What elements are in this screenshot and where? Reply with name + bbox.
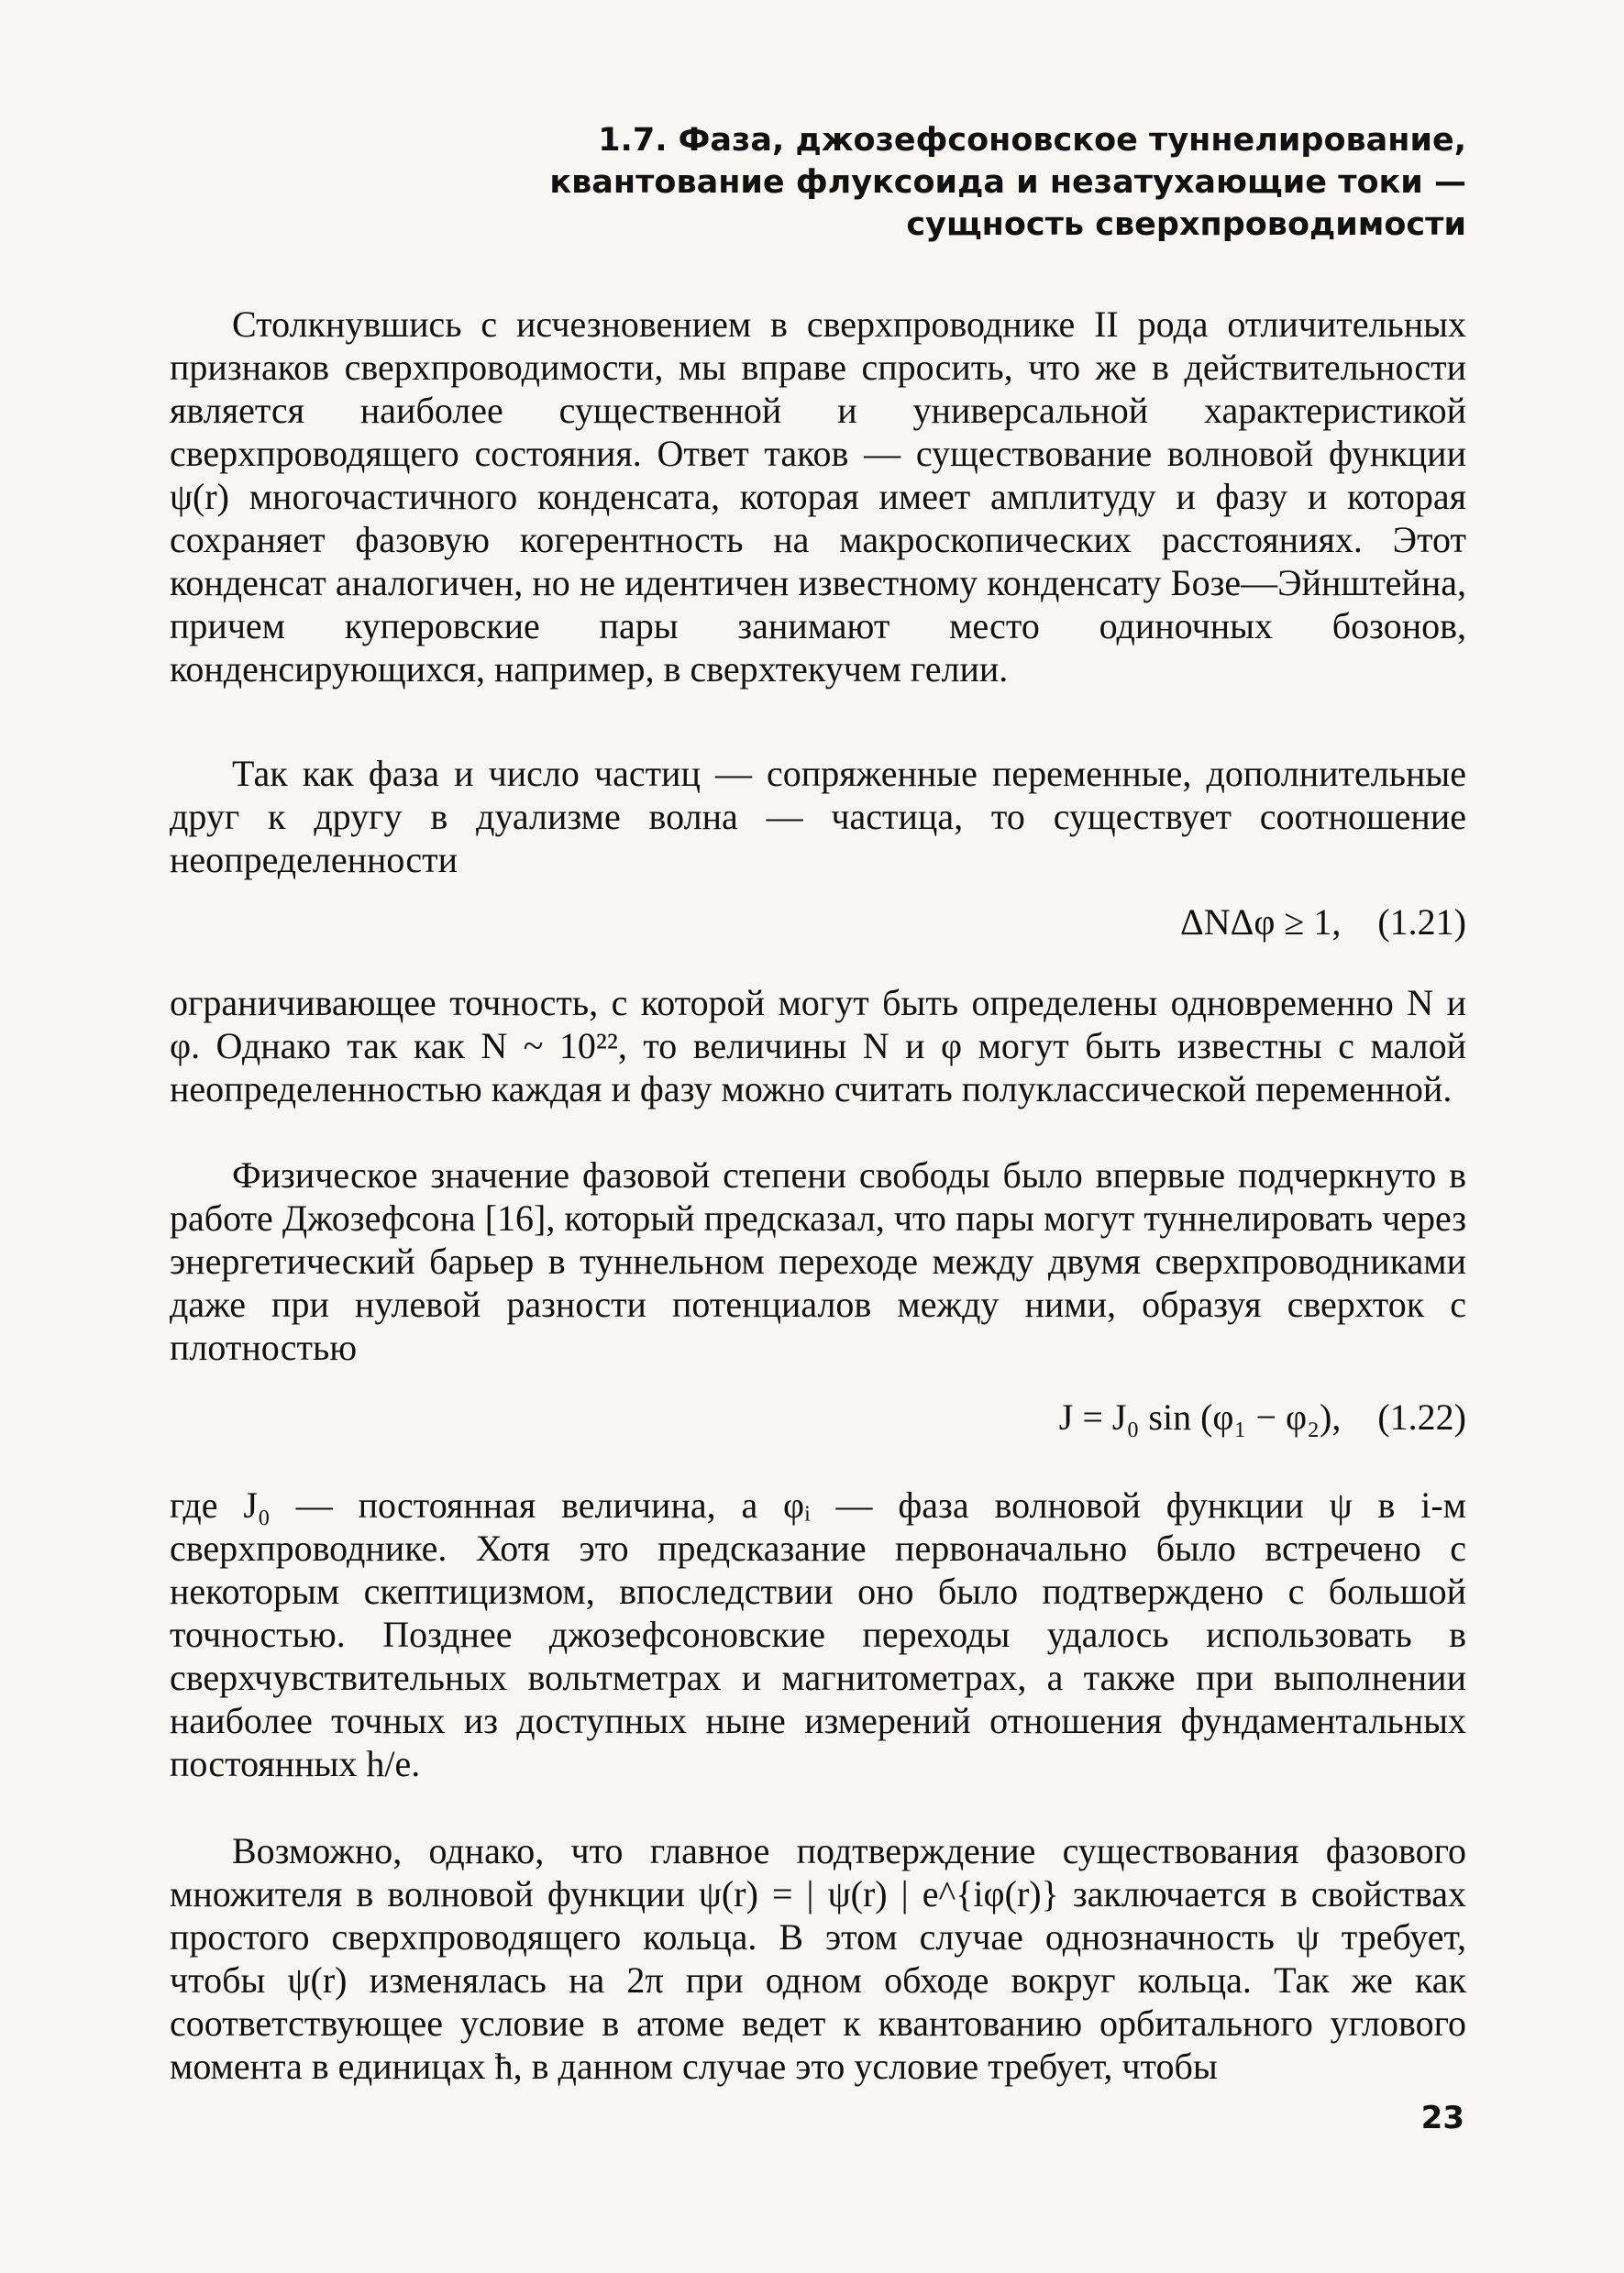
heading-line-2: квантование флуксоида и незатухающие токи —	[549, 164, 1466, 201]
equation-expression: J = J₀ sin (φ₁ − φ₂),	[1058, 1396, 1342, 1438]
paragraph-4: Физическое значение фазовой степени свободы было впервые подчеркнуто в работе Джозефсона [16], который предсказал, что пары могут туннелировать через энергетический барьер в туннельном переходе между двумя сверхпроводниками даже при нулевой разности потенциалов между ними, образуя сверхток с плотностью	[170, 1154, 1466, 1368]
paragraph-3: ограничивающее точность, с которой могут быть определены одновременно N и φ. Однако так как N ~ 10²², то величины N и φ могут быть известны с малой неопределенностью каждая и фазу можно считать полуклассической переменной.	[170, 982, 1466, 1109]
paragraph-1: Столкнувшись с исчезновением в сверхпроводнике II рода отличительных признаков сверхпроводимости, мы вправе спросить, что же в действительности является наиболее существенной и универсальной характеристикой сверхпроводящего состояния. Ответ таков — существование волновой функции ψ(r) многочастичного конденсата, которая имеет амплитуду и фазу и которая сохраняет фазовую когерентность на макроскопических расстояниях. Этот конденсат аналогичен, но не идентичен известному конденсату Бозе—Эйнштейна, причем куперовские пары занимают место одиночных бозонов, конденсирующихся, например, в сверхтекучем гелии.	[170, 303, 1466, 690]
equation-number: (1.21)	[1377, 901, 1466, 943]
paragraph-5: где J₀ — постоянная величина, а φᵢ — фаза волновой функции ψ в i-м сверхпроводнике. Хотя это предсказание первоначально было встречено с некоторым скептицизмом, впоследствии оно было подтверждено с большой точностью. Позднее джозефсоновские переходы удалось использовать в сверхчувствительных вольтметрах и магнитометрах, а также при выполнении наиболее точных из доступных ныне измерений отношения фундаментальных постоянных h/e.	[170, 1484, 1466, 1784]
equation-expression: ΔNΔφ ≥ 1,	[1179, 901, 1342, 943]
page-number: 23	[1420, 2100, 1464, 2136]
paragraph-6: Возможно, однако, что главное подтверждение существования фазового множителя в волновой функции ψ(r) = | ψ(r) | e^{iφ(r)} заключается в свойствах простого сверхпроводящего кольца. В этом случае однозначность ψ требует, чтобы ψ(r) изменялась на 2π при одном обходе вокруг кольца. Так же как соответствующее условие в атоме ведет к квантованию орбитального углового момента в единицах ħ, в данном случае это условие требует, чтобы	[170, 1830, 1466, 2087]
paragraph-2: Так как фаза и число частиц — сопряженные переменные, дополнительные друг к другу в дуализме волна — частица, то существует соотношение неопределенности	[170, 753, 1466, 880]
heading-line-3: сущность сверхпроводимости	[906, 206, 1466, 243]
equation-number: (1.22)	[1377, 1396, 1466, 1438]
heading-line-1: 1.7. Фаза, джозефсоновское туннелирование,	[598, 122, 1466, 159]
section-heading	[458, 119, 1466, 246]
equation-1-22	[1059, 1396, 1466, 1439]
equation-1-21	[1180, 900, 1466, 943]
